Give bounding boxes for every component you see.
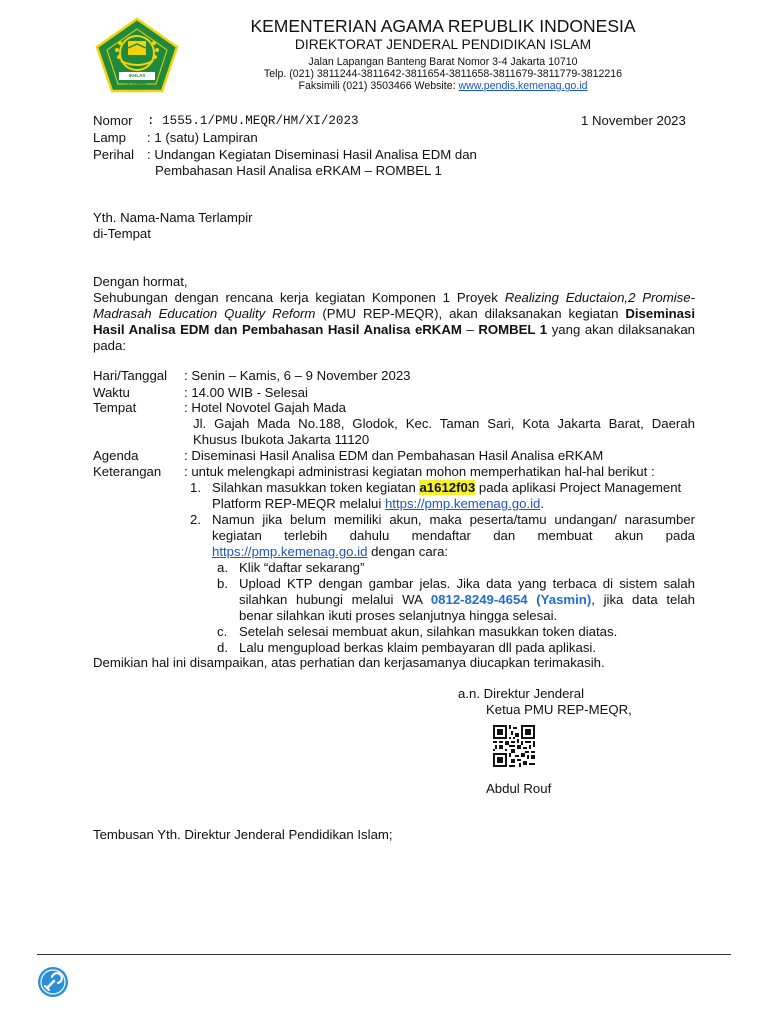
p1-dash: –: [461, 322, 479, 337]
tempat-address-1: Jl. Gajah Mada No.188, Glodok, Kec. Taman Sari, Kota Jakarta Barat, Daerah: [193, 416, 695, 431]
signature-title: Ketua PMU REP-MEQR,: [486, 702, 632, 717]
item-1-text: Silahkan masukkan token kegiatan: [212, 480, 420, 495]
agenda-label: Agenda: [93, 448, 139, 463]
pmp-link-2[interactable]: https://pmp.kemenag.go.id: [212, 544, 368, 559]
signature-an: a.n. Direktur Jenderal: [458, 686, 585, 701]
sub-d-label: d.: [217, 640, 228, 655]
sub-c-text: Setelah selesai membuat akun, silahkan masukkan token diatas.: [239, 624, 618, 639]
pmp-link-1[interactable]: https://pmp.kemenag.go.id: [384, 496, 541, 511]
keterangan-label: Keterangan: [93, 464, 162, 479]
carbon-copy: Tembusan Yth. Direktur Jenderal Pendidikan Islam;: [93, 827, 393, 842]
p1-text: yang akan dilaksanakan: [547, 322, 695, 337]
directorate-title: DIREKTORAT JENDERAL PENDIDIKAN ISLAM: [294, 37, 592, 52]
perihal-label: Perihal: [93, 147, 135, 162]
ministry-title: KEMENTERIAN AGAMA REPUBLIK INDONESIA: [250, 16, 636, 36]
logo-motto: IKHLAS BERAMAL: [125, 73, 149, 86]
hari-label: Hari/Tanggal: [93, 368, 168, 383]
perihal-line-1: : Undangan Kegiatan Diseminasi Hasil Analisa EDM dan: [147, 147, 477, 162]
sub-b-line-2: [239, 592, 695, 608]
p1-text: Sehubungan dengan rencana kerja kegiatan Komponen 1 Proyek: [93, 290, 505, 305]
fax-text: Faksimili (021) 3503466 Website:: [298, 80, 459, 92]
sub-a-text: Klik “daftar sekarang”: [239, 560, 365, 575]
paragraph-line-3: [93, 322, 695, 338]
item-2-line-3: [212, 544, 448, 560]
lamp-label: Lamp: [93, 130, 126, 145]
waktu-value: : 14.00 WIB - Selesai: [184, 385, 308, 400]
item-2-text: dengan cara:: [367, 544, 449, 559]
item-2-line-1: Namun jika belum memiliki akun, maka peserta/tamu undangan/ narasumber: [212, 512, 695, 527]
verification-badge-icon[interactable]: [37, 966, 69, 998]
item-1-text: pada aplikasi Project Management: [475, 480, 682, 495]
signer-name: Abdul Rouf: [486, 781, 552, 796]
item-2-line-2: kegiatan terlebih dahulu mendaftar dan membuat akun pada: [212, 528, 695, 543]
recipient-line-1: Yth. Nama-Nama Terlampir: [93, 210, 253, 225]
item-1-period: .: [540, 496, 545, 511]
paragraph-line-4: pada:: [93, 338, 127, 353]
nomor-label: Nomor: [93, 113, 133, 128]
perihal-line-2: Pembahasan Hasil Analisa eRKAM – ROMBEL 1: [155, 163, 442, 178]
footer-divider: [37, 954, 731, 955]
item-1-line-2: [212, 496, 544, 512]
p1-text: (PMU REP-MEQR), akan dilaksanakan kegiatan: [315, 306, 626, 321]
header-fax: [200, 80, 686, 93]
paragraph-line-2: [93, 306, 695, 322]
header-address: Jalan Lapangan Banteng Barat Nomor 3-4 Jakarta 10710: [308, 56, 578, 68]
sub-c-label: c.: [217, 624, 228, 639]
sub-b-text: silahkan hubungi melalui WA: [239, 592, 431, 607]
agenda-value: : Diseminasi Hasil Analisa EDM dan Pembahasan Hasil Analisa eRKAM: [184, 448, 604, 463]
sub-b-label: b.: [217, 576, 228, 591]
item-2-number: 2.: [190, 512, 201, 527]
item-1-line-1: [212, 480, 681, 496]
lamp-value: : 1 (satu) Lampiran: [147, 130, 258, 145]
qr-code-icon: [493, 725, 535, 767]
item-1-number: 1.: [190, 480, 201, 495]
p1-rombel: ROMBEL 1: [478, 322, 548, 337]
sub-b-line-3: benar silahkan ikuti proses selanjutnya hingga selesai.: [239, 608, 558, 623]
sub-d-text: Lalu mengupload berkas klaim pembayaran dll pada aplikasi.: [239, 640, 597, 655]
tempat-label: Tempat: [93, 400, 137, 415]
hari-value: : Senin – Kamis, 6 – 9 November 2023: [184, 368, 411, 383]
p1-activity-cont: Hasil Analisa EDM dan Pembahasan Hasil Analisa eRKAM: [93, 322, 462, 337]
ministry-logo: [95, 17, 179, 93]
closing-text: Demikian hal ini disampaikan, atas perhatian dan kerjasamanya diucapkan terimakasih.: [93, 655, 605, 670]
recipient-line-2: di-Tempat: [93, 226, 151, 241]
letter-date: 1 November 2023: [581, 113, 686, 128]
greeting: Dengan hormat,: [93, 274, 188, 289]
sub-b-line-1: Upload KTP dengan gambar jelas. Jika data yang terbaca di sistem salah: [239, 576, 695, 591]
p1-project-name-cont: Madrasah Education Quality Reform: [93, 306, 316, 321]
keterangan-value: : untuk melengkapi administrasi kegiatan mohon memperhatikan hal-hal berikut :: [184, 464, 655, 479]
sub-a-label: a.: [217, 560, 228, 575]
waktu-label: Waktu: [93, 385, 130, 400]
website-link[interactable]: www.pendis.kemenag.go.id: [458, 80, 588, 92]
header-phone: Telp. (021) 3811244-3811642-3811654-3811658-3811679-3811779-3812216: [263, 68, 623, 80]
paragraph-line-1: [93, 290, 695, 306]
token-code: a1612f03: [419, 480, 476, 495]
item-1-text: Platform REP-MEQR melalui: [212, 496, 385, 511]
p1-project-name: Realizing Eductaion,2 Promise-: [504, 290, 695, 305]
nomor-value: : 1555.1/PMU.MEQR/HM/XI/2023: [147, 114, 359, 128]
tempat-address-2: Khusus Ibukota Jakarta 11120: [193, 432, 370, 447]
sub-b-text: , jika data telah: [591, 592, 695, 607]
p1-activity: Diseminasi: [625, 306, 695, 321]
whatsapp-contact: 0812-8249-4654 (Yasmin): [430, 592, 592, 607]
tempat-value: : Hotel Novotel Gajah Mada: [184, 400, 346, 415]
